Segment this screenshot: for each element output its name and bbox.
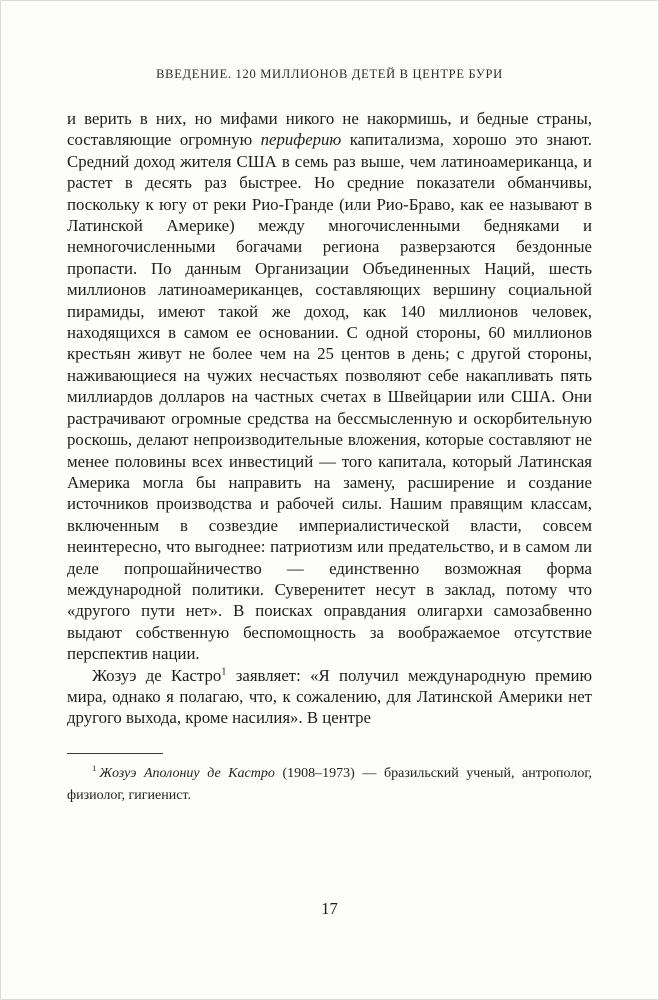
paragraph [67, 108, 592, 665]
paragraph-text: и верить в них, но мифами никого не накормишь, и бедные страны, составляющие огромную [67, 109, 592, 150]
italic-term: периферию [260, 130, 342, 150]
footnote-name-italic: Жозуэ Аполониу де Кастро [99, 765, 275, 781]
footnote-text: (1908–1973) — бразильский ученый, антрополог, физиолог, гигиенист. [67, 765, 592, 803]
paragraph-text: Жозуэ де Кастро [92, 665, 222, 685]
paragraph-text: капитализма, хорошо это знают. Средний доход жителя США в семь раз выше, чем латиноамериканца, и растет в десять раз быстрее. Но средние показатели обманчивы, поскольку к югу от реки Рио-Гранде (или Рио-Браво, как ее называют в Латинской Америке) между многочисленными бедняками и немногочисленными богачами региона разверзаются бездонные пропасти. По данным Организации Объединенных Наций, шесть миллионов латиноамериканцев, составляющих вершину социальной пирамиды, имеют такой же доход, как 140 миллионов человек, находящихся в самом ее основании. С одной стороны, 60 миллионов крестьян живут не более чем на 25 центов в день; с другой стороны, наживающиеся на чужих несчастьях позволяют себе накапливать пять миллиардов долларов на частных счетах в Швейцарии или США. Они растрачивают огромные средства на бессмысленную и оскорбительную роскошь, делают непроизводительные вложения, которые составляют не менее половины всех инвестиций — того капитала, который Латинская Америка могла бы направить на замену, расширение и создание источников производства и рабочей силы. Нашим правящим классам, включенным в созвездие империалистической власти, совсем неинтересно, что выгоднее: патриотизм или предательство, и в самом ли деле попрошайничество — единственно возможная форма международной политики. Суверенитет несут в заклад, потому что «другого пути нет». В поисках оправдания олигархи самозабвенно выдают собственную беспомощность за воображаемое отсутствие перспектив нации. [67, 130, 592, 664]
running-header: ВВЕДЕНИЕ. 120 МИЛЛИОНОВ ДЕТЕЙ В ЦЕНТРЕ БУРИ [156, 67, 503, 81]
page-number: 17 [321, 899, 338, 918]
footnote-marker: 1 [92, 763, 97, 774]
body-text [67, 108, 592, 729]
footnote-reference: 1 [221, 665, 227, 677]
footnote-area [67, 753, 592, 807]
footnote [67, 763, 592, 807]
footnote-separator [67, 753, 163, 754]
paragraph-text: заявляет: «Я получил международную премию мира, однако я полагаю, что, к сожалению, для Латинской Америки нет другого выхода, кроме насилия». В центре [67, 665, 592, 728]
paragraph [67, 665, 592, 729]
